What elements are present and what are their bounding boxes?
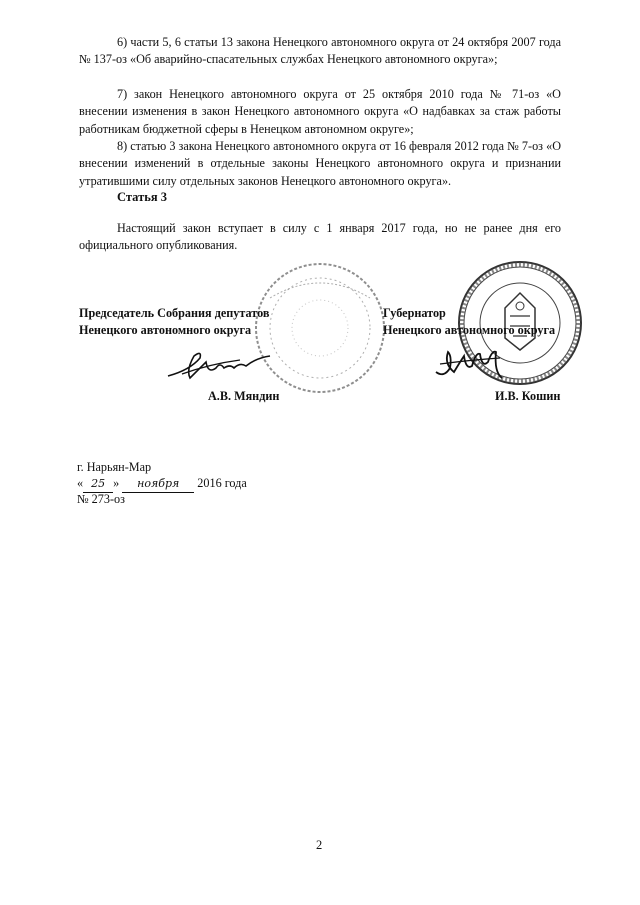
date-year: 2016 года bbox=[197, 476, 247, 490]
page-number: 2 bbox=[316, 838, 323, 852]
article-text: Настоящий закон вступает в силу с 1 января 2017 года, но не ранее дня его официального опубликования. bbox=[79, 221, 561, 253]
right-handwritten-signature bbox=[430, 342, 510, 386]
date-close-quote: » bbox=[113, 476, 120, 490]
right-signatory-name: И.В. Кошин bbox=[495, 389, 561, 403]
right-title-line1: Губернатор bbox=[383, 306, 446, 320]
right-signatory-title bbox=[383, 305, 555, 339]
left-signatory-name: А.В. Мяндин bbox=[208, 389, 280, 403]
date-month: ноября bbox=[122, 476, 194, 493]
left-signatory-title bbox=[79, 305, 270, 339]
law-number: № 273-оз bbox=[77, 492, 125, 506]
date-day: 25 bbox=[83, 476, 113, 493]
paragraph-item-7: 7) закон Ненецкого автономного округа от 25 октября 2010 года № 71-оз «О внесении изменения в закон Ненецкого автономного округа «О надбавках за стаж работы работникам бюджетной сферы в Ненецком автономном округе»; bbox=[79, 87, 561, 136]
paragraph-item-6: 6) части 5, 6 статьи 13 закона Ненецкого автономного округа от 24 октября 2007 года № 137-оз «Об аварийно-спасательных службах Ненецкого автономного округа»; bbox=[79, 35, 561, 67]
article-heading: Статья 3 bbox=[117, 190, 167, 204]
left-title-line1: Председатель Собрания депутатов bbox=[79, 306, 270, 320]
date-open-quote: « bbox=[77, 476, 84, 490]
paragraph-item-8: 8) статью 3 закона Ненецкого автономного округа от 16 февраля 2012 года № 7-оз «О внесении изменений в отдельные законы Ненецкого автономного округа и признании утратившими силу отдельных законов Ненецкого автономного округа». bbox=[79, 139, 561, 188]
left-title-line2: Ненецкого автономного округа bbox=[79, 323, 252, 337]
left-handwritten-signature bbox=[160, 340, 280, 390]
city-line: г. Нарьян-Мар bbox=[77, 460, 152, 474]
right-title-line2: Ненецкого автономного округа bbox=[383, 323, 556, 337]
